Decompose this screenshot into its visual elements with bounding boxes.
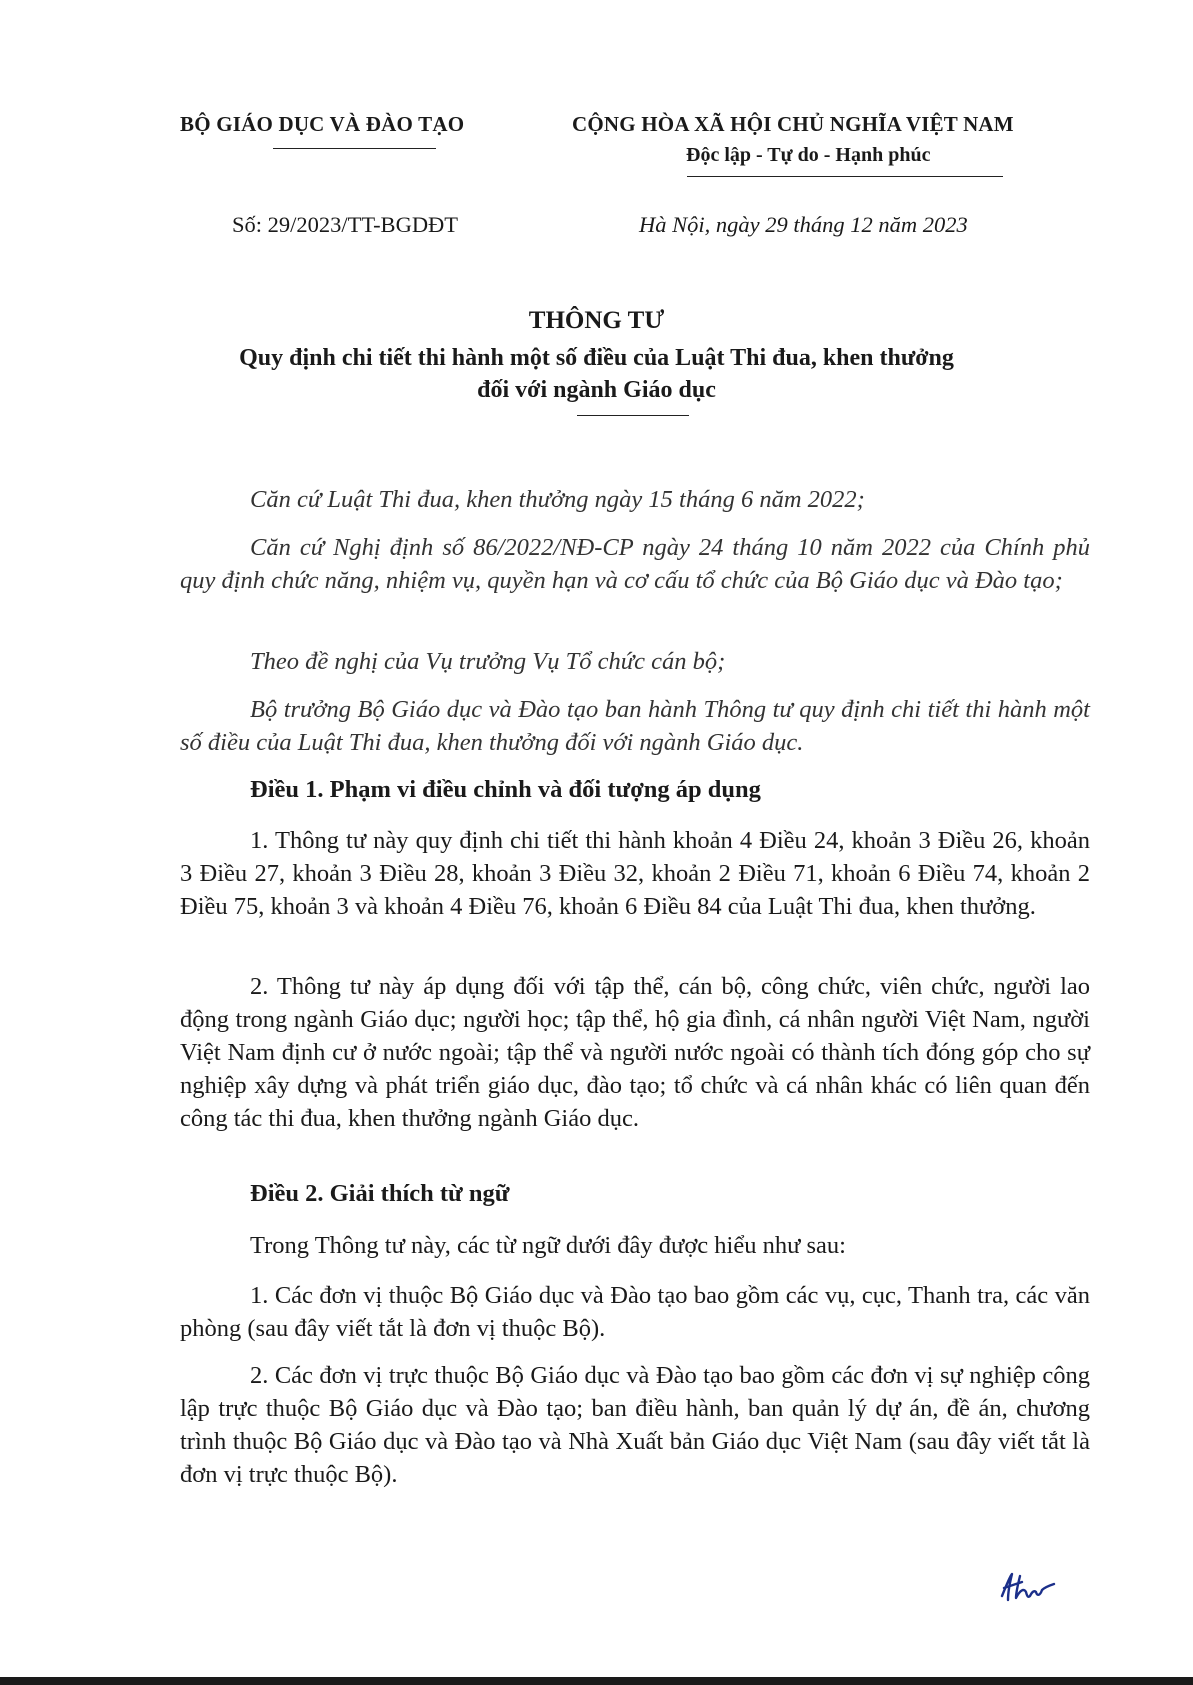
document-number: Số: 29/2023/TT-BGDĐT xyxy=(232,212,459,237)
motto-underline xyxy=(687,176,1003,177)
article1-heading: Điều 1. Phạm vi điều chỉnh và đối tượng áp dụng xyxy=(250,776,761,803)
preamble-law: Căn cứ Luật Thi đua, khen thưởng ngày 15 tháng 6 năm 2022; xyxy=(250,486,865,513)
document-title-line1: Quy định chi tiết thi hành một số điều của Luật Thi đua, khen thưởng xyxy=(239,345,954,371)
signature-initials xyxy=(996,1568,1060,1608)
article2-clause2: 2. Các đơn vị trực thuộc Bộ Giáo dục và Đào tạo bao gồm các đơn vị sự nghiệp công lập trực thuộc Bộ Giáo dục và Đào tạo; ban điều hành, ban quản lý dự án, đề án, chương trình thuộc Bộ Giáo dục và Đào tạo và Nhà Xuất bản Giáo dục Việt Nam (sau đây viết tắt là đơn vị trực thuộc Bộ). xyxy=(180,1362,1090,1488)
national-motto: Độc lập - Tự do - Hạnh phúc xyxy=(686,144,931,166)
article2-intro: Trong Thông tư này, các từ ngữ dưới đây được hiểu như sau: xyxy=(250,1232,846,1259)
preamble-decree: Căn cứ Nghị định số 86/2022/NĐ-CP ngày 24 tháng 10 năm 2022 của Chính phủ quy định chức năng, nhiệm vụ, quyền hạn và cơ cấu tổ chức của Bộ Giáo dục và Đào tạo; xyxy=(180,534,1090,594)
ministry-name: BỘ GIÁO DỤC VÀ ĐÀO TẠO xyxy=(180,112,465,136)
ministry-underline xyxy=(273,148,436,149)
republic-name: CỘNG HÒA XÃ HỘI CHỦ NGHĨA VIỆT NAM xyxy=(572,112,1014,136)
preamble-proposal: Theo đề nghị của Vụ trưởng Vụ Tổ chức cán bộ; xyxy=(250,648,726,675)
article2-clause1: 1. Các đơn vị thuộc Bộ Giáo dục và Đào tạo bao gồm các vụ, cục, Thanh tra, các văn phòng (sau đây viết tắt là đơn vị thuộc Bộ). xyxy=(180,1282,1090,1342)
article2-heading: Điều 2. Giải thích từ ngữ xyxy=(250,1180,510,1207)
preamble-issuance: Bộ trưởng Bộ Giáo dục và Đào tạo ban hành Thông tư quy định chi tiết thi hành một số điều của Luật Thi đua, khen thưởng đối với ngành Giáo dục. xyxy=(180,696,1090,756)
article1-clause1: 1. Thông tư này quy định chi tiết thi hành khoản 4 Điều 24, khoản 3 Điều 26, khoản 3 Điều 27, khoản 3 Điều 28, khoản 3 Điều 32, khoản 2 Điều 71, khoản 6 Điều 74, khoản 2 Điều 75, khoản 3 và khoản 4 Điều 76, khoản 6 Điều 84 của Luật Thi đua, khen thưởng. xyxy=(180,827,1090,920)
article1-clause2: 2. Thông tư này áp dụng đối với tập thể, cán bộ, công chức, viên chức, người lao động trong ngành Giáo dục; người học; tập thể, hộ gia đình, cá nhân người Việt Nam, người Việt Nam định cư ở nước ngoài; tập thể và người nước ngoài có thành tích đóng góp cho sự nghiệp xây dựng và phát triển giáo dục, đào tạo; tổ chức và cá nhân khác có liên quan đến công tác thi đua, khen thưởng ngành Giáo dục. xyxy=(180,973,1090,1132)
title-underline xyxy=(577,415,689,416)
document-title-line2: đối với ngành Giáo dục xyxy=(477,377,716,403)
scan-edge xyxy=(0,1677,1193,1685)
place-and-date: Hà Nội, ngày 29 tháng 12 năm 2023 xyxy=(639,212,968,237)
document-type: THÔNG TƯ xyxy=(528,307,665,334)
